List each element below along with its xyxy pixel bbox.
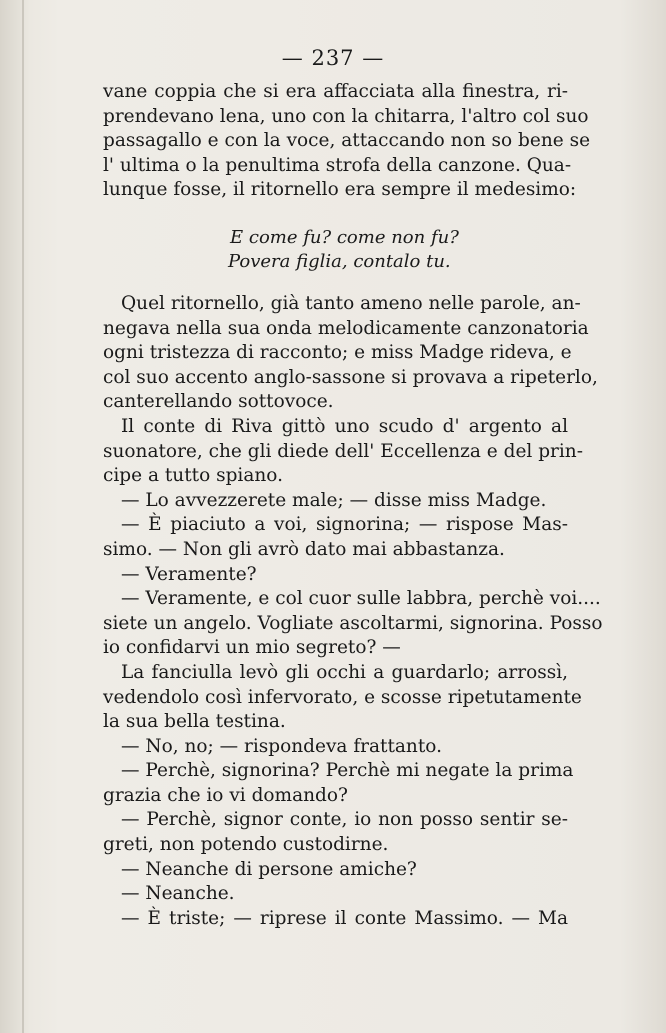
text-line: La fanciulla levò gli occhi a guardarlo; arrossì,	[121, 661, 568, 683]
text-line: suonatore, che gli diede dell' Eccellenza e del prin-	[103, 440, 583, 462]
text-line: vane coppia che si era affacciata alla finestra, ri-	[103, 81, 568, 102]
dialogue-line: — Neanche di persone amiche?	[121, 858, 417, 880]
dialogue-line: — Perchè, signor conte, io non posso sentir se-	[121, 809, 568, 831]
text-line: ogni tristezza di racconto; e miss Madge rideva, e	[103, 342, 572, 364]
dialogue-line: — No, no; — rispondeva frattanto.	[121, 735, 442, 757]
text-line: cipe a tutto spiano.	[103, 465, 283, 487]
dialogue-line: siete un angelo. Vogliate ascoltarmi, signorina. Posso	[103, 612, 603, 634]
text-line: canterellando sottovoce.	[103, 391, 334, 413]
paragraph-1	[103, 80, 591, 203]
dialogue-line: simo. — Non gli avrò dato mai abbastanza.	[103, 538, 505, 560]
verse-line: Povera figlia, contalo tu.	[228, 251, 451, 272]
dialogue-line: — È piaciuto a voi, signorina; — rispose Mas-	[121, 514, 568, 536]
main-text	[103, 292, 603, 931]
text-line: col suo accento anglo-sassone si provava a ripeterlo,	[103, 366, 598, 388]
dialogue-line: — Veramente?	[121, 563, 257, 585]
dialogue-line: greti, non potendo custodirne.	[103, 834, 389, 856]
text-line: prendevano lena, uno con la chitarra, l'altro col suo	[103, 105, 589, 127]
text-line: l' ultima o la penultima strofa della canzone. Qua-	[103, 154, 572, 176]
dialogue-line: — È triste; — riprese il conte Massimo. — Ma	[121, 907, 568, 929]
verse-refrain	[0, 226, 666, 274]
dialogue-line: — Neanche.	[121, 883, 235, 905]
text-line: Il conte di Riva gittò uno scudo d' argento al	[121, 415, 568, 437]
text-line: lunque fosse, il ritornello era sempre il medesimo:	[103, 179, 577, 201]
text-line: Quel ritornello, già tanto ameno nelle parole, an-	[121, 293, 581, 314]
dialogue-line: — Perchè, signorina? Perchè mi negate la prima	[121, 760, 574, 782]
verse-line: E come fu? come non fu?	[230, 227, 459, 248]
text-line: passagallo e con la voce, attaccando non so bene se	[103, 130, 591, 152]
dialogue-line: io confidarvi un mio segreto? —	[103, 637, 401, 659]
dialogue-line: — Veramente, e col cuor sulle labbra, perchè voi....	[121, 588, 601, 610]
dialogue-line: grazia che io vi domando?	[103, 784, 348, 806]
dialogue-line: — Lo avvezzerete male; — disse miss Madge.	[121, 489, 547, 511]
text-line: vedendolo così infervorato, e scosse ripetutamente	[103, 686, 582, 708]
text-line: negava nella sua onda melodicamente canzonatoria	[103, 317, 589, 339]
text-line: la sua bella testina.	[103, 711, 286, 733]
page-gutter	[22, 0, 24, 1033]
page-number: — 237 —	[281, 46, 385, 70]
